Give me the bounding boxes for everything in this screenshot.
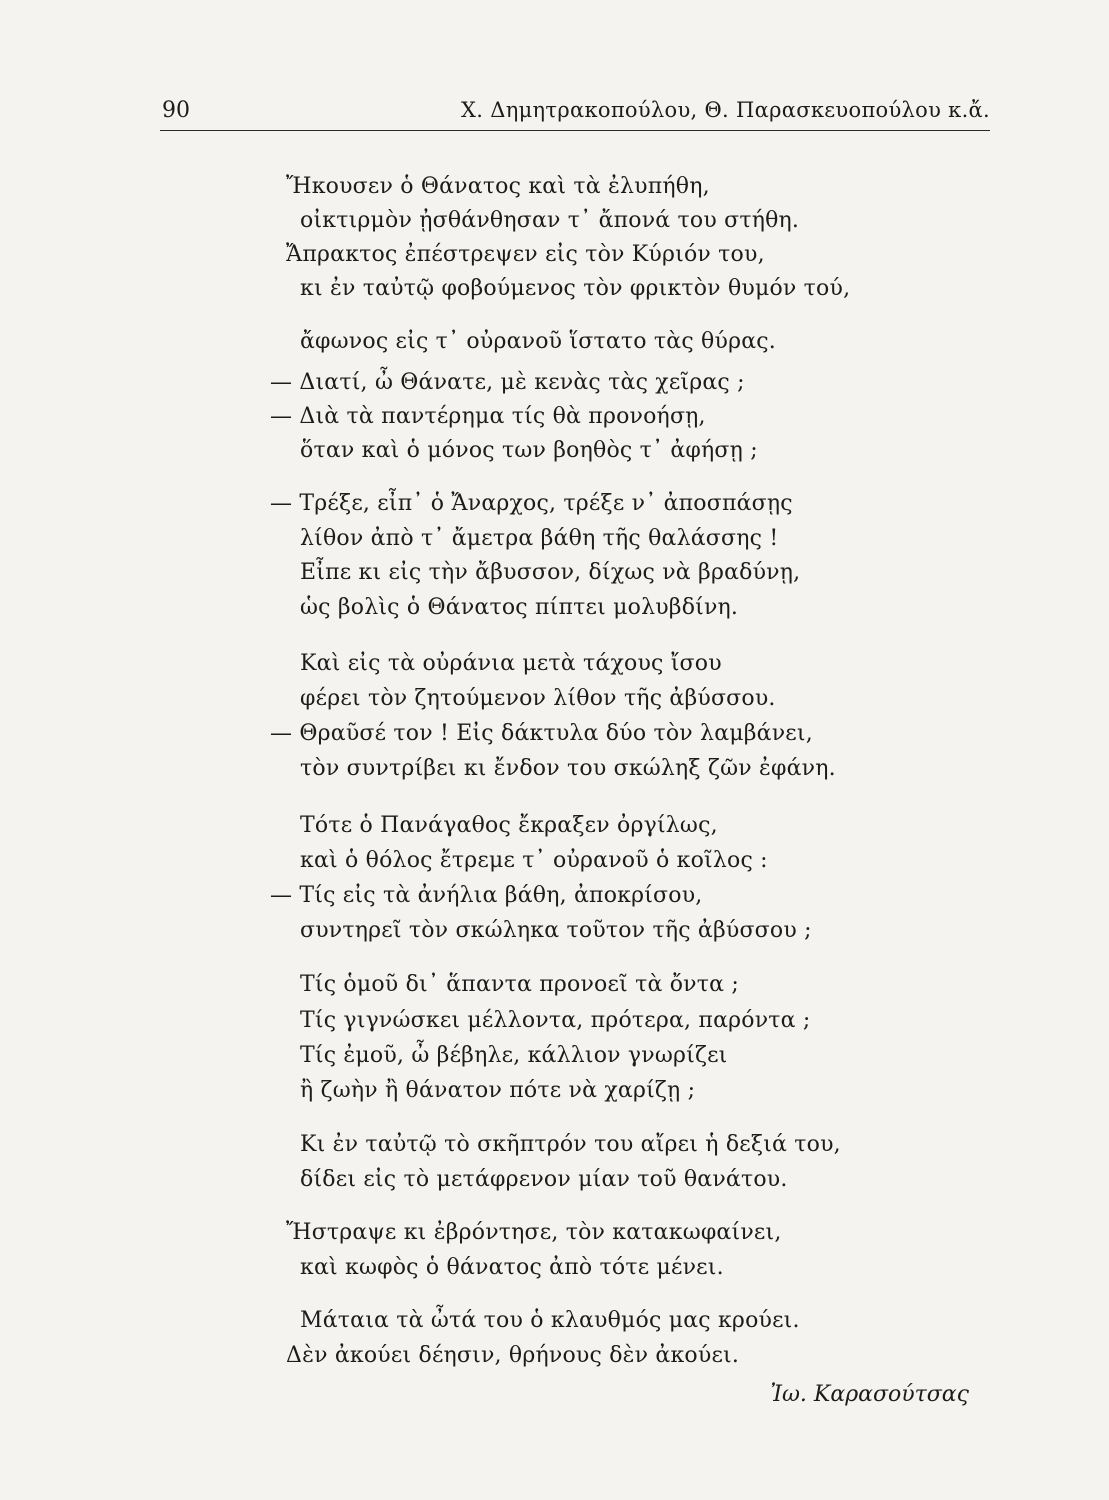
poem-line: — Τρέξε, εἶπ᾽ ὁ Ἄναρχος, τρέξε ν᾽ ἀποσπάσῃς xyxy=(270,491,793,516)
poem-line: δίδει εἰς τὸ μετάφρενον μίαν τοῦ θανάτου. xyxy=(300,1167,788,1192)
poem-line: — Τίς εἰς τὰ ἀνήλια βάθη, ἀποκρίσου, xyxy=(270,883,703,908)
poem-line: Εἶπε κι εἰς τὴν ἄβυσσον, δίχως νὰ βραδύνῃ, xyxy=(300,560,801,585)
poem-line: Τότε ὁ Πανάγαθος ἔκραξεν ὀργίλως, xyxy=(300,813,718,838)
poem-line: — Διὰ τὰ παντέρημα τίς θὰ προνοήσῃ, xyxy=(270,404,706,429)
poem-line: καὶ κωφὸς ὁ θάνατος ἀπὸ τότε μένει. xyxy=(300,1255,724,1280)
poem-line: συντηρεῖ τὸν σκώληκα τοῦτον τῆς ἀβύσσου ; xyxy=(300,918,812,943)
poem-line: φέρει τὸν ζητούμενον λίθον τῆς ἀβύσσου. xyxy=(300,686,776,711)
poem-line: Τίς γιγνώσκει μέλλοντα, πρότερα, παρόντα ; xyxy=(300,1008,811,1033)
poem-line: Τίς ὁμοῦ δι᾽ ἅπαντα προνοεῖ τὰ ὄντα ; xyxy=(300,972,739,997)
poem-line: — Διατί, ὦ Θάνατε, μὲ κενὰς τὰς χεῖρας ; xyxy=(270,370,745,395)
poem-line: — Θραῦσέ τον ! Εἰς δάκτυλα δύο τὸν λαμβάνει, xyxy=(270,721,813,746)
page-number: 90 xyxy=(162,98,190,123)
author-signature: Ἰω. Καρασούτσας xyxy=(770,1382,969,1407)
poem-line: ὡς βολὶς ὁ Θάνατος πίπτει μολυβδίνη. xyxy=(300,595,739,620)
running-head: Χ. Δημητρακοπούλου, Θ. Παρασκευοπούλου κ.ἄ. xyxy=(461,98,990,122)
poem-line: ἄφωνος εἰς τ᾽ οὐρανοῦ ἵστατο τὰς θύρας. xyxy=(300,329,776,354)
poem-line: οἰκτιρμὸν ᾐσθάνθησαν τ᾽ ἄπονά του στήθη. xyxy=(300,208,800,233)
poem-line: ἢ ζωὴν ἢ θάνατον πότε νὰ χαρίζῃ ; xyxy=(300,1078,696,1103)
poem-line: ὅταν καὶ ὁ μόνος των βοηθὸς τ᾽ ἀφήσῃ ; xyxy=(300,438,758,463)
poem-line: Ἤστραψε κι ἐβρόντησε, τὸν κατακωφαίνει, xyxy=(286,1220,782,1245)
poem-line: Μάταια τὰ ὦτά του ὁ κλαυθμός μας κρούει. xyxy=(300,1308,800,1333)
poem-line: Τίς ἐμοῦ, ὦ βέβηλε, κάλλιον γνωρίζει xyxy=(300,1043,728,1068)
poem-line: Ἤκουσεν ὁ Θάνατος καὶ τὰ ἐλυπήθη, xyxy=(286,174,710,199)
poem-line: λίθον ἀπὸ τ᾽ ἄμετρα βάθη τῆς θαλάσσης ! xyxy=(300,526,779,551)
poem-line: τὸν συντρίβει κι ἔνδον του σκώληξ ζῶν ἐφάνη. xyxy=(300,756,836,781)
poem-line: Κι ἐν ταὐτῷ τὸ σκῆπτρόν του αἴρει ἡ δεξιά του, xyxy=(300,1132,841,1157)
poem-line: καὶ ὁ θόλος ἔτρεμε τ᾽ οὐρανοῦ ὁ κοῖλος : xyxy=(300,848,768,873)
poem-line: Ἄπρακτος ἐπέστρεψεν εἰς τὸν Κύριόν του, xyxy=(286,242,765,267)
poem-line: κι ἐν ταὐτῷ φοβούμενος τὸν φρικτὸν θυμόν τού, xyxy=(300,276,851,301)
poem-line: Καὶ εἰς τὰ οὐράνια μετὰ τάχους ἴσου xyxy=(300,651,722,676)
poem-line: Δὲν ἀκούει δέησιν, θρήνους δὲν ἀκούει. xyxy=(286,1343,740,1368)
